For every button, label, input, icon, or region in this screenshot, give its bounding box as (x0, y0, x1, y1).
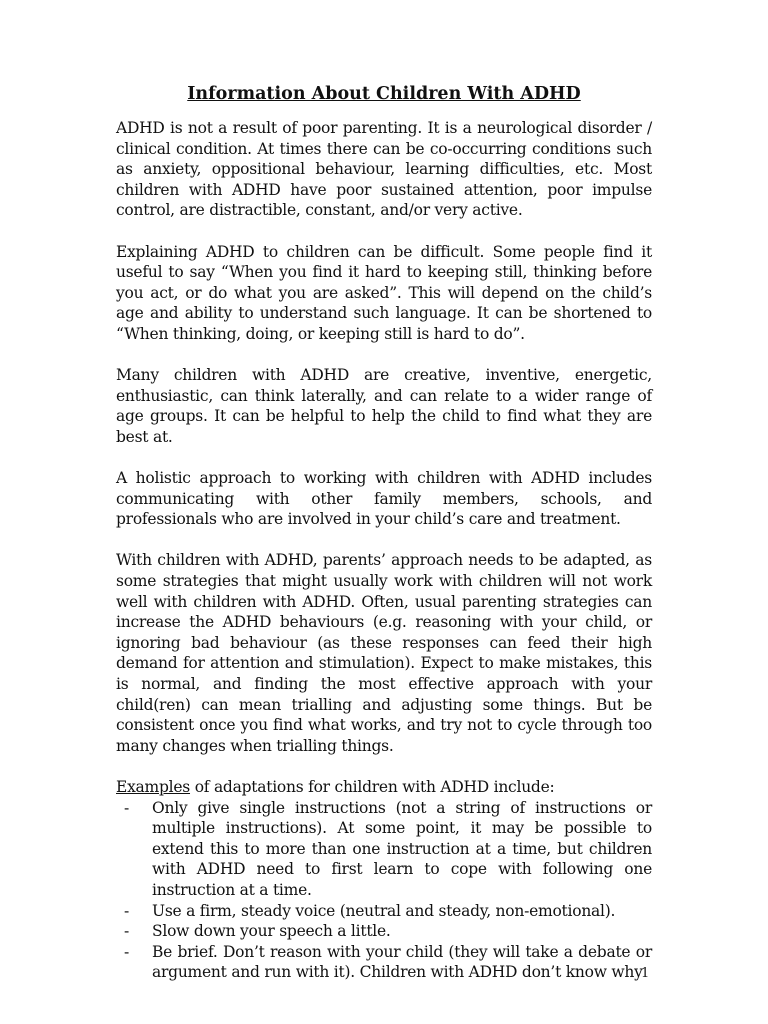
paragraph-parenting-approach: With children with ADHD, parents’ approach needs to be adapted, as some strategies that might usually work with children will not work well with children with ADHD. Often, usual parenting strategies can increase the ADHD behaviours (e.g. reasoning with your child, or ignoring bad behaviour (as these responses can feed their high demand for attention and stimulation). Expect to make mistakes, this is normal, and finding the most effective approach with your child(ren) can mean trialling and adjusting some things. But be consistent once you find what works, and try not to cycle through too many changes when trialling things. (116, 551, 652, 755)
examples-heading-rest: of adaptations for children with ADHD include: (190, 778, 555, 796)
list-item-text: Use a firm, steady voice (neutral and steady, non-emotional). (152, 901, 616, 920)
document-page (116, 80, 652, 983)
page-number: 1 (641, 966, 650, 981)
bullet-dash: - (124, 942, 129, 961)
list-item-text: Only give single instructions (not a string of instructions or multiple instructions). At some point, it may be possible to extend this to more than one instruction at a time, but children with ADHD need to first learn to cope with following one instruction at a time. (152, 798, 652, 899)
paragraph-strengths: Many children with ADHD are creative, inventive, energetic, enthusiastic, can think laterally, and can relate to a wider range of age groups. It can be helpful to help the child to find what they are best at. (116, 366, 652, 446)
paragraph-explaining-adhd: Explaining ADHD to children can be difficult. Some people find it useful to say “When you find it hard to keeping still, thinking before you act, or do what you are asked”. This will depend on the child’s age and ability to understand such language. It can be shortened to “When thinking, doing, or keeping still is hard to do”. (116, 242, 652, 343)
paragraph-adhd-definition: ADHD is not a result of poor parenting. It is a neurological disorder / clinical condition. At times there can be co-occurring conditions such as anxiety, oppositional behaviour, learning difficulties, etc. Most children with ADHD have poor sustained attention, poor impulse control, are distractible, constant, and/or very active. (116, 119, 652, 220)
examples-heading (116, 777, 652, 798)
bullet-dash: - (124, 798, 129, 817)
list-item-text: Be brief. Don’t reason with your child (they will take a debate or argument and run with it). Children with ADHD don’t know why (152, 942, 652, 982)
examples-list (116, 798, 652, 983)
paragraph-holistic-approach: A holistic approach to working with children with ADHD includes communicating with other family members, schools, and professionals who are involved in your child’s care and treatment. (116, 469, 652, 529)
bullet-dash: - (124, 922, 129, 941)
document-title: Information About Children With ADHD (187, 84, 581, 104)
list-item (116, 942, 652, 983)
list-item (116, 901, 652, 922)
examples-heading-underlined: Examples (116, 778, 191, 796)
list-item (116, 921, 652, 942)
bullet-dash: - (124, 901, 129, 920)
list-item (116, 798, 652, 901)
list-item-text: Slow down your speech a little. (152, 922, 391, 941)
